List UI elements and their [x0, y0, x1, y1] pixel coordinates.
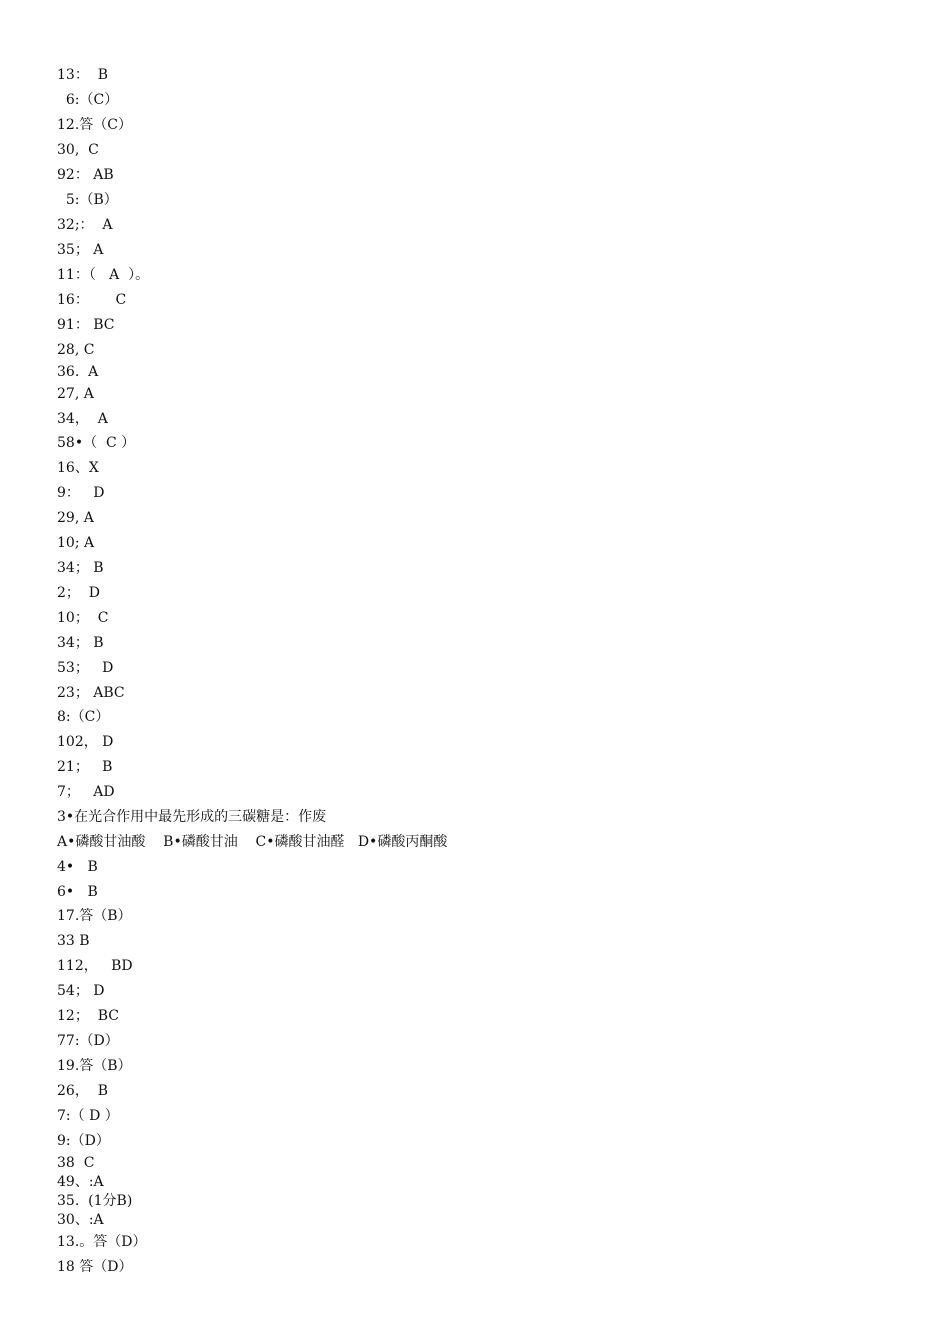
- answer-line: 26， B: [57, 1083, 109, 1099]
- question-options: A•磷酸甘油酸 B•磷酸甘油 C•磷酸甘油醛 D•磷酸丙酮酸: [57, 834, 448, 850]
- answer-line: 18 答（D）: [57, 1259, 133, 1275]
- answer-line: 32;： A: [57, 217, 113, 233]
- answer-line: 33 B: [57, 933, 90, 949]
- answer-line: 27, A: [57, 386, 94, 402]
- answer-line: 7:（ D ）: [57, 1108, 119, 1124]
- question-text: 3•在光合作用中最先形成的三碳糖是：作废: [57, 809, 327, 825]
- answer-line: 34； B: [57, 635, 104, 651]
- answer-line: 49、:A: [57, 1174, 104, 1190]
- answer-line: 35； A: [57, 242, 104, 258]
- answer-line: 58•（ C ）: [57, 435, 136, 451]
- answer-line: 7； AD: [57, 784, 115, 800]
- answer-line: 16： C: [57, 292, 127, 308]
- answer-line: 30、:A: [57, 1212, 104, 1228]
- answer-line: 30, C: [57, 142, 99, 158]
- answer-line: 112， BD: [57, 958, 133, 974]
- answer-line: 28, C: [57, 342, 95, 358]
- answer-line: 34， A: [57, 411, 108, 427]
- answer-line: 34； B: [57, 560, 104, 576]
- answer-line: 23； ABC: [57, 685, 125, 701]
- answer-line: 6:（C）: [57, 92, 119, 108]
- answer-line: 11：（ A ）。: [57, 267, 150, 283]
- answer-line: 10； C: [57, 610, 109, 626]
- answer-line: 92： AB: [57, 167, 114, 183]
- answer-line: 38 C: [57, 1155, 95, 1171]
- answer-line: 29, A: [57, 510, 94, 526]
- answer-line: 91： BC: [57, 317, 115, 333]
- answer-line: 13： B: [57, 67, 109, 83]
- answer-line: 10; A: [57, 535, 95, 551]
- answer-line: 2； D: [57, 585, 101, 601]
- answer-line: 102， D: [57, 734, 114, 750]
- answer-line: 35. (1分B): [57, 1193, 133, 1209]
- answer-line: 21； B: [57, 759, 113, 775]
- answer-line: 13.。答（D）: [57, 1234, 147, 1250]
- answer-line: 19.答（B）: [57, 1058, 132, 1074]
- answer-line: 54； D: [57, 983, 105, 999]
- answer-line: 6• B: [57, 884, 98, 900]
- answer-line: 5:（B）: [57, 192, 118, 208]
- answer-line: 36. A: [57, 364, 99, 380]
- answer-line: 8:（C）: [57, 709, 110, 725]
- answer-line: 12.答（C）: [57, 117, 132, 133]
- answer-line: 4• B: [57, 859, 98, 875]
- answer-line: 12； BC: [57, 1008, 119, 1024]
- answer-line: 77:（D）: [57, 1033, 119, 1049]
- answer-line: 9:（D）: [57, 1133, 110, 1149]
- answer-line: 16、X: [57, 460, 99, 476]
- answer-line: 9： D: [57, 485, 105, 501]
- answer-line: 53； D: [57, 660, 114, 676]
- answer-line: 17.答（B）: [57, 908, 132, 924]
